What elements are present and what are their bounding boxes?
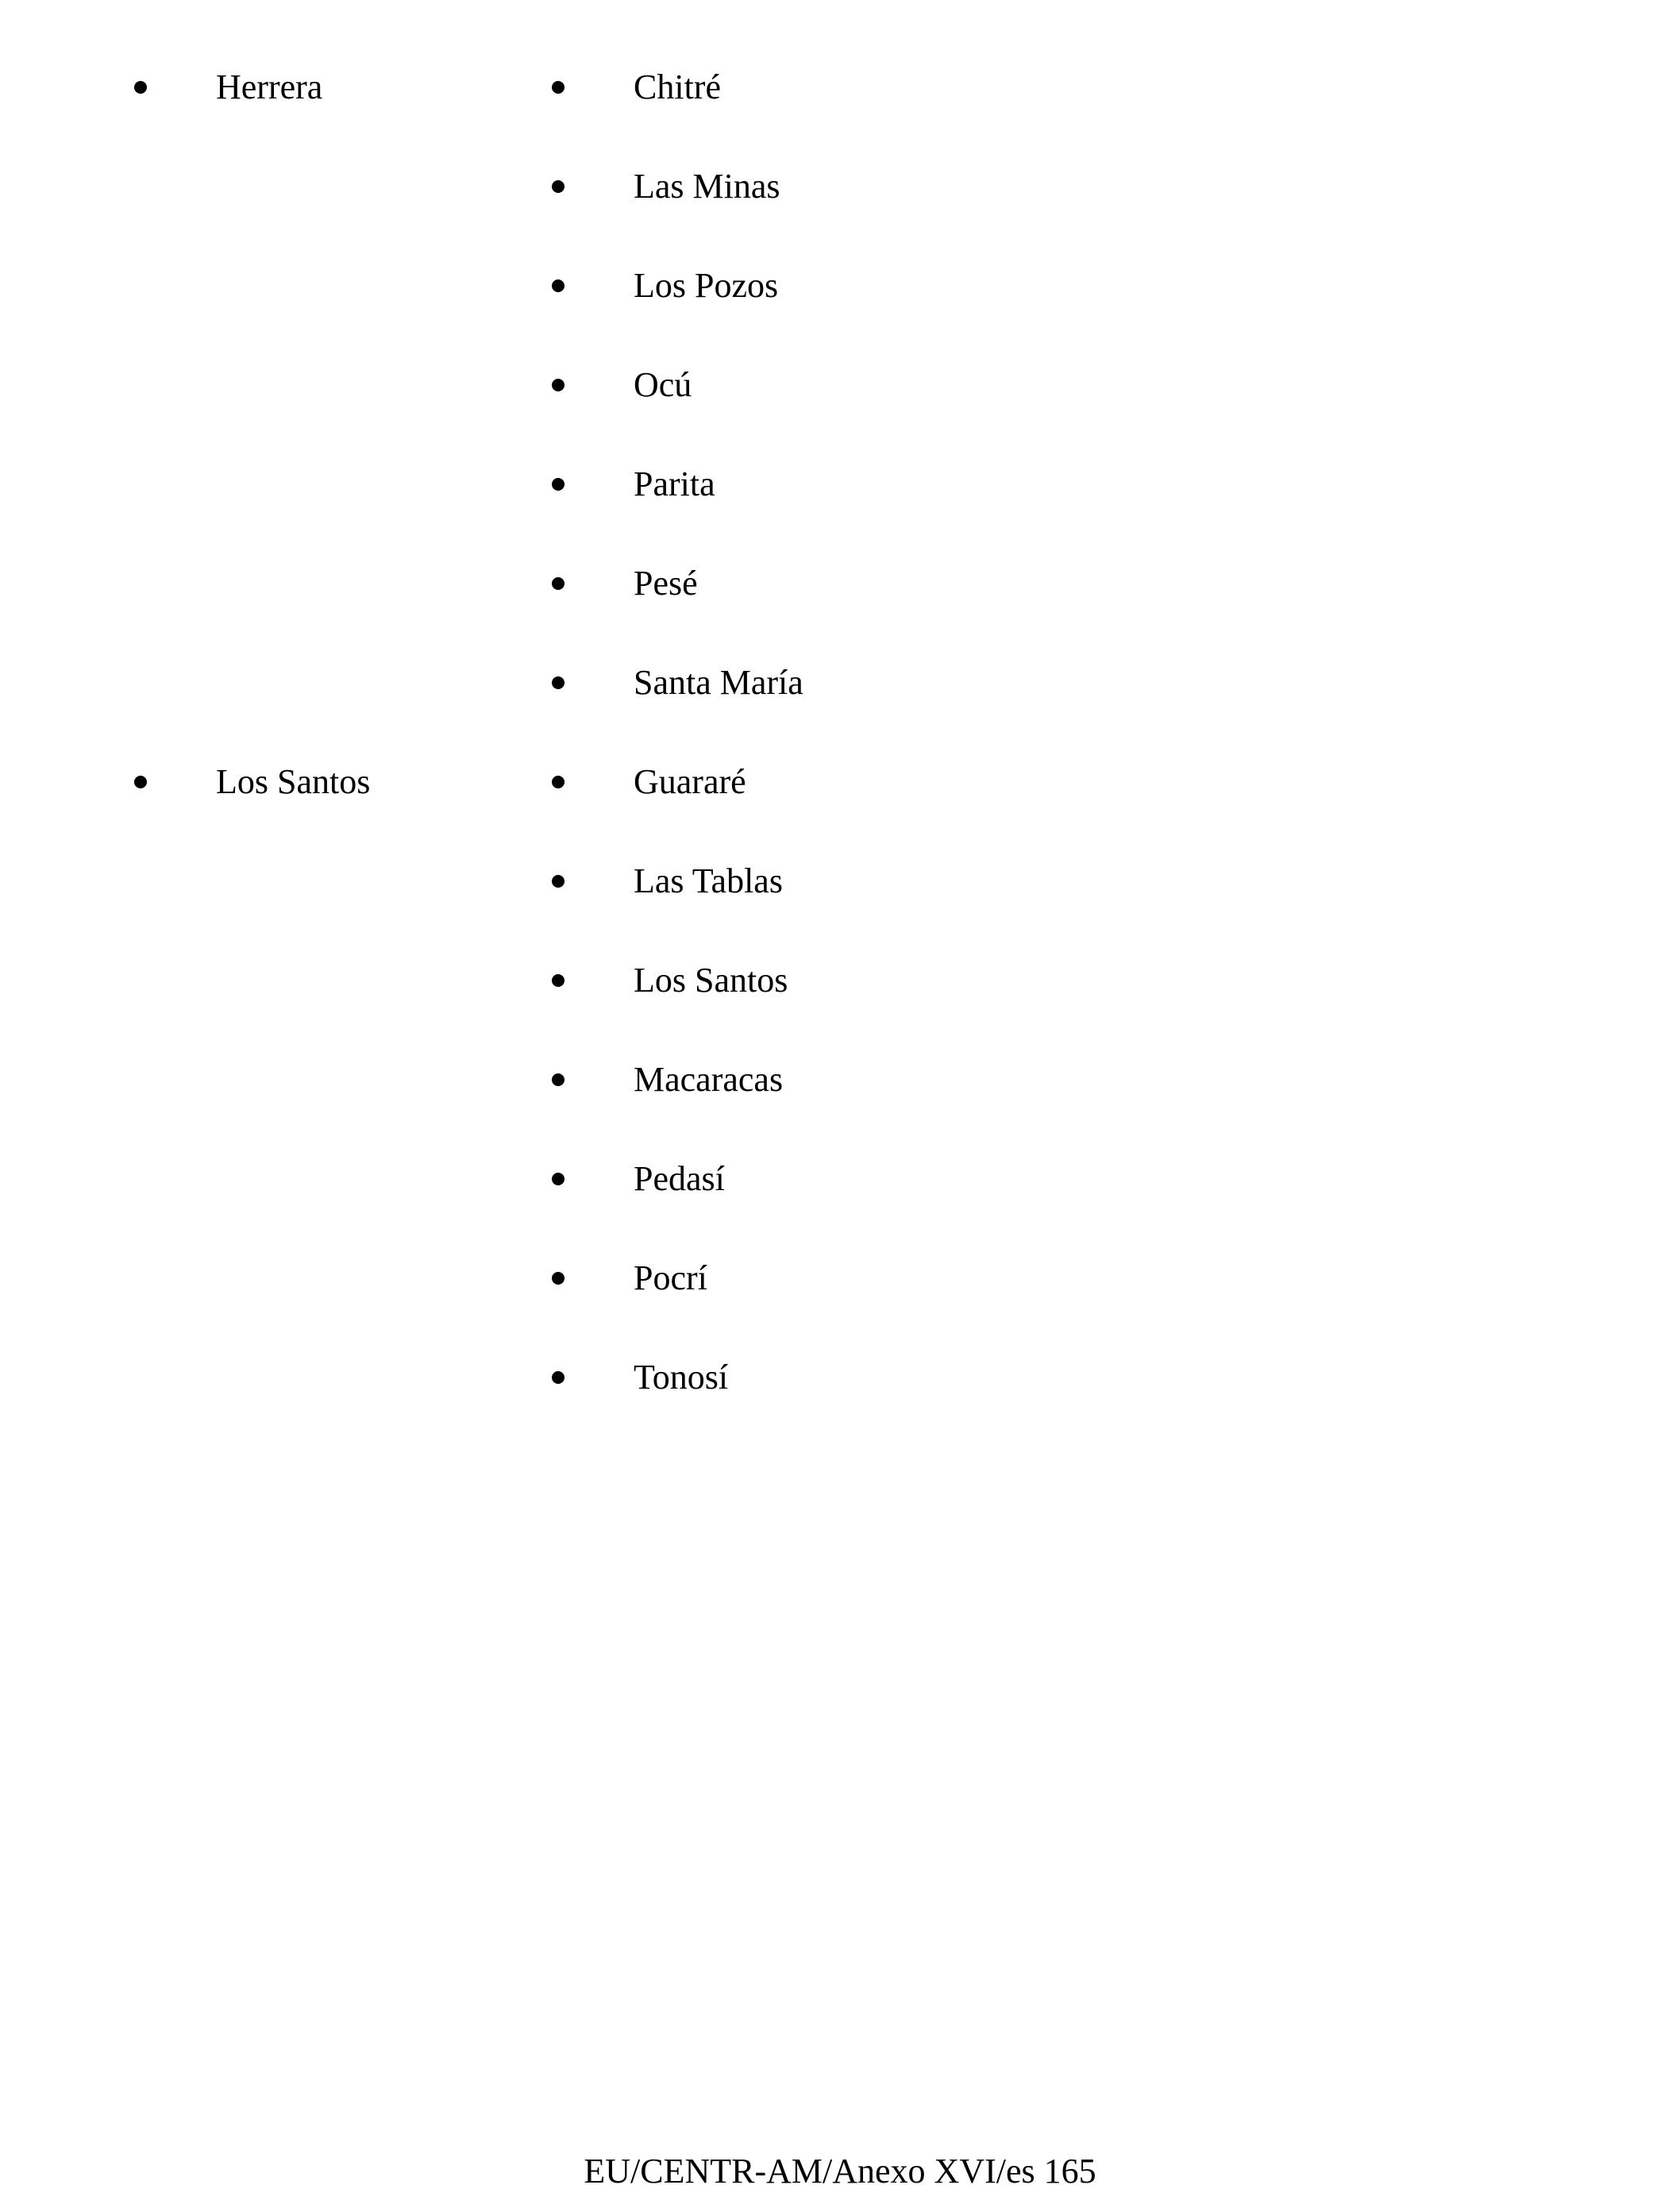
district-name: Las Minas xyxy=(634,167,780,206)
district-name: Pesé xyxy=(634,564,698,603)
bullet-icon xyxy=(552,180,564,193)
bullet-icon xyxy=(552,1073,564,1086)
district-name: Las Tablas xyxy=(634,861,783,900)
bullet-icon xyxy=(552,776,564,788)
province-name: Herrera xyxy=(216,67,323,106)
district-name: Chitré xyxy=(634,67,721,106)
district-name: Los Santos xyxy=(634,961,788,1000)
bullet-icon xyxy=(552,676,564,689)
district-name: Parita xyxy=(634,464,715,503)
bullet-icon xyxy=(552,875,564,888)
list-item xyxy=(0,254,953,353)
bullet-icon xyxy=(552,577,564,590)
list-item xyxy=(0,750,953,850)
district-list xyxy=(0,56,953,750)
list-item xyxy=(0,1246,953,1346)
bullet-icon xyxy=(552,279,564,292)
district-list xyxy=(0,750,953,1445)
list-item xyxy=(0,949,953,1048)
list-item xyxy=(0,1048,953,1147)
bullet-icon xyxy=(552,1371,564,1384)
district-name: Pedasí xyxy=(634,1159,725,1198)
list-item xyxy=(0,651,953,750)
list-item xyxy=(0,56,953,155)
list-item xyxy=(0,453,953,552)
district-name: Los Pozos xyxy=(634,266,779,305)
district-name: Pocrí xyxy=(634,1258,707,1297)
district-name: Guararé xyxy=(634,762,746,801)
bullet-icon xyxy=(552,81,564,94)
list-item xyxy=(0,850,953,949)
bullet-icon xyxy=(552,1173,564,1185)
list-item xyxy=(0,1346,953,1445)
list-item xyxy=(0,552,953,651)
list-item xyxy=(0,353,953,453)
district-name: Macaracas xyxy=(634,1060,784,1099)
list-item xyxy=(0,155,953,254)
list-item xyxy=(0,1147,953,1246)
bullet-icon xyxy=(552,974,564,987)
bullet-icon xyxy=(552,379,564,391)
district-name: Santa María xyxy=(634,663,803,702)
district-name: Tonosí xyxy=(634,1358,729,1397)
bullet-icon xyxy=(552,478,564,491)
bullet-icon xyxy=(552,1272,564,1285)
page-footer-reference: EU/CENTR-AM/Anexo XVI/es 165 xyxy=(584,2152,1096,2191)
district-name: Ocú xyxy=(634,365,692,404)
province-name: Los Santos xyxy=(216,762,371,801)
